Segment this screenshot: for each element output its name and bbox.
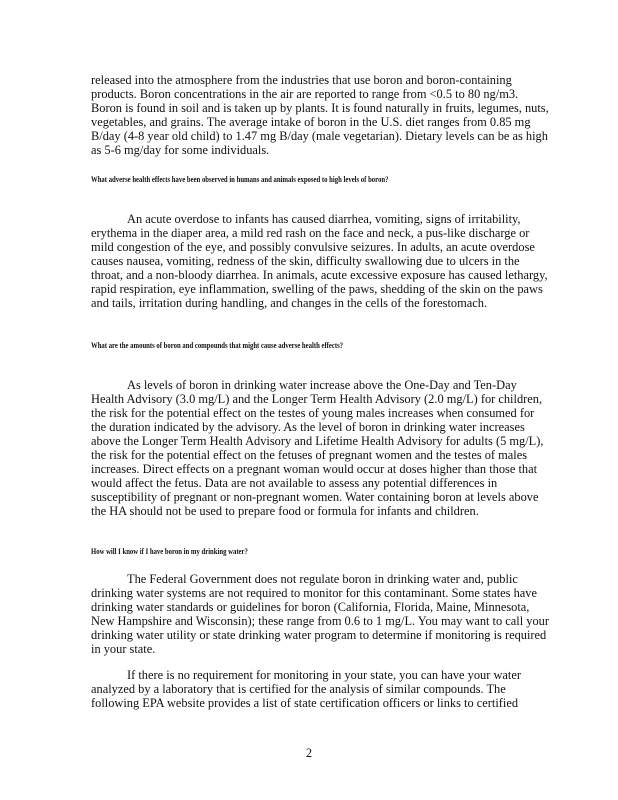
heading-adverse-effects: What adverse health effects have been observed in humans and animals exposed to high levels of boron? xyxy=(91,174,389,184)
paragraph-boron-sources: released into the atmosphere from the industries that use boron and boron-containing products. Boron concentrations in the air are reported to range from <0.5 to 80 ng/m3. Boron is found in soil and is taken up by plants. It is found naturally in fruits, legumes, nuts, vegetables, and grains. The average intake of boron in the U.S. diet ranges from 0.85 mg B/day (4-8 year old child) to 1.47 mg B/day (male vegetarian). Dietary levels can be as high as 5-6 mg/day for some individuals. xyxy=(91,73,549,157)
page-number: 2 xyxy=(305,746,313,760)
heading-how-will-i-know: How will I know if I have boron in my drinking water? xyxy=(91,546,248,556)
paragraph-health-advisory: As levels of boron in drinking water increase above the One-Day and Ten-Day Health Advisory (3.0 mg/L) and the Longer Term Health Advisory (2.0 mg/L) for children, the risk for the potential effect on the testes of young males increases when consumed for the duration indicated by the advisory. As the level of boron in drinking water increases above the Longer Term Health Advisory and Lifetime Health Advisory for adults (5 mg/L), the risk for the potential effect on the fetuses of pregnant women and the testes of males increases. Direct effects on a pregnant woman would occur at doses higher than those that would affect the fetus. Data are not available to assess any potential differences in susceptibility of pregnant or non-pregnant women. Water containing boron at levels above the HA should not be used to prepare food or formula for infants and children. xyxy=(91,378,544,518)
heading-adverse-amounts: What are the amounts of boron and compounds that might cause adverse health effects? xyxy=(91,340,344,350)
paragraph-acute-overdose: An acute overdose to infants has caused diarrhea, vomiting, signs of irritability, erythema in the diaper area, a mild red rash on the face and neck, a pus-like discharge or mild congestion of the eye, and possibly convulsive seizures. In adults, an acute overdose causes nausea, vomiting, redness of the skin, difficulty swallowing due to ulcers in the throat, and a non-bloody diarrhea. In animals, acute excessive exposure has caused lethargy, rapid respiration, eye inflammation, swelling of the paws, shedding of the skin on the paws and tails, irritation during handling, and changes in the cells of the forestomach. xyxy=(91,212,548,310)
paragraph-federal-regulation: The Federal Government does not regulate boron in drinking water and, public drinking water systems are not required to monitor for this contaminant. Some states have drinking water standards or guidelines for boron (California, Florida, Maine, Minnesota, New Hampshire and Wisconsin); these range from 0.6 to 1 mg/L. You may want to call your drinking water utility or state drinking water program to determine if monitoring is required in your state. xyxy=(91,572,549,656)
paragraph-lab-analysis: If there is no requirement for monitoring in your state, you can have your water analyzed by a laboratory that is certified for the analysis of similar compounds. The following EPA website provides a list of state certification officers or links to certified xyxy=(91,668,521,710)
